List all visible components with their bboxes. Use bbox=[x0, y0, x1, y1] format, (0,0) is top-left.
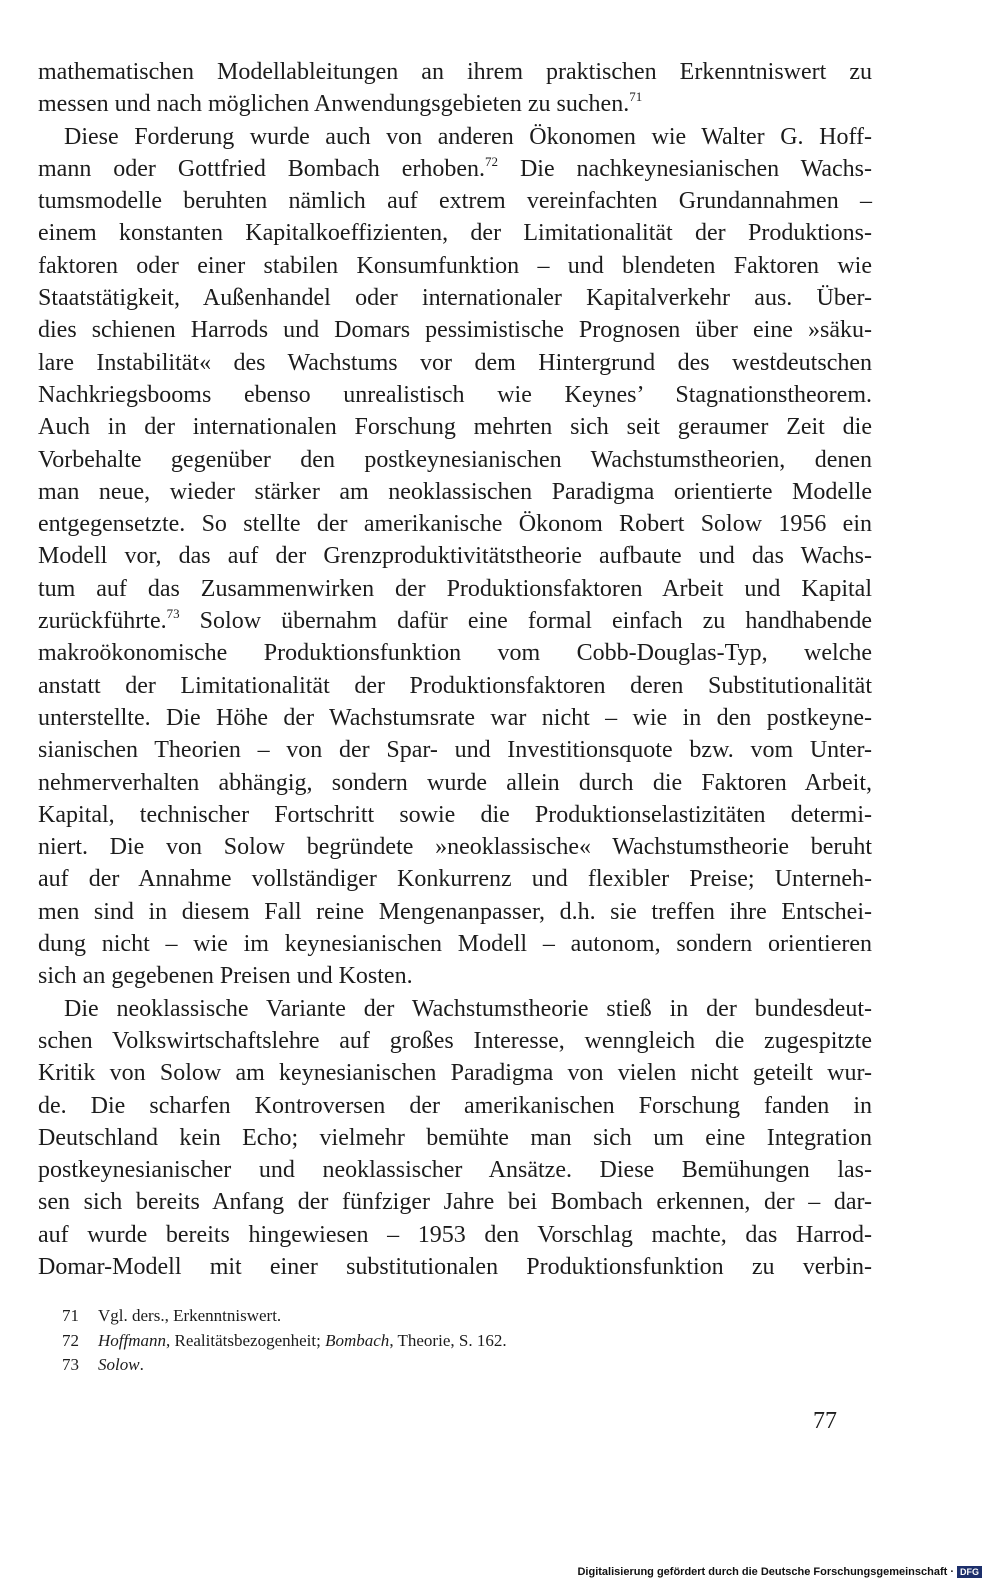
text-run: dung nicht – wie im keynesianischen Modell – autonom, sondern orientieren bbox=[38, 931, 872, 958]
text-run: , Realitätsbezogenheit; bbox=[166, 1330, 326, 1350]
text-line bbox=[38, 1219, 872, 1251]
dfg-logo: DFG bbox=[957, 1566, 982, 1578]
text-run: messen und nach möglichen Anwendungsgebieten zu suchen. bbox=[38, 91, 630, 118]
text-run: Die neoklassische Variante der Wachstumstheorie stieß in der bundesdeut- bbox=[64, 995, 872, 1022]
footnotes bbox=[62, 1304, 862, 1378]
text-run: mann oder Gottfried Bombach erhoben. bbox=[38, 155, 485, 182]
footnote bbox=[62, 1353, 862, 1378]
digitization-credit bbox=[577, 1566, 982, 1578]
text-run: Diese Forderung wurde auch von anderen Ökonomen wie Walter G. Hoff- bbox=[64, 123, 872, 150]
text-line bbox=[38, 282, 872, 314]
text-run: Modell vor, das auf der Grenzproduktivitätstheorie aufbaute und das Wachs- bbox=[38, 543, 872, 570]
footnote-ref: 71 bbox=[629, 89, 643, 105]
text-line bbox=[38, 121, 872, 153]
footnote bbox=[62, 1304, 862, 1329]
text-line bbox=[38, 88, 872, 120]
text-line bbox=[38, 573, 872, 605]
text-line bbox=[38, 379, 872, 411]
text-line bbox=[38, 444, 872, 476]
text-run: nehmerverhalten abhängig, sondern wurde allein durch die Faktoren Arbeit, bbox=[38, 769, 872, 796]
text-line bbox=[38, 831, 872, 863]
text-run: unterstellte. Die Höhe der Wachstumsrate war nicht – wie in den postkeyne- bbox=[38, 704, 872, 731]
text-run: Vorbehalte gegenüber den postkeynesianischen Wachstumstheorien, denen bbox=[38, 446, 872, 473]
text-run: Die nachkeynesianischen Wachs- bbox=[498, 155, 873, 182]
text-run: sen sich bereits Anfang der fünfziger Jahre bei Bombach erkennen, der – dar- bbox=[38, 1189, 872, 1216]
footnote-ref: 72 bbox=[485, 153, 498, 169]
text-run: zurückführte. bbox=[38, 608, 167, 635]
text-line bbox=[38, 508, 872, 540]
text-run: Deutschland kein Echo; vielmehr bemühte man sich um eine Integration bbox=[38, 1124, 872, 1151]
text-run: man neue, wieder stärker am neoklassischen Paradigma orientierte Modelle bbox=[38, 478, 872, 505]
text-run: Bombach bbox=[325, 1330, 390, 1350]
text-run: einem konstanten Kapitalkoeffizienten, der Limitationalität der Produktions- bbox=[38, 220, 872, 247]
text-run: Solow bbox=[98, 1355, 140, 1374]
text-run: lare Instabilität« des Wachstums vor dem Hintergrund des westdeutschen bbox=[38, 349, 872, 376]
text-line bbox=[38, 476, 872, 508]
footnote-number: 72 bbox=[62, 1330, 79, 1350]
text-line bbox=[38, 799, 872, 831]
text-run: Vgl. ders., Erkenntniswert. bbox=[98, 1306, 282, 1325]
text-run: auf der Annahme vollständiger Konkurrenz und flexibler Preise; Unterneh- bbox=[38, 866, 872, 893]
text-line bbox=[38, 1251, 872, 1283]
text-run: , Theorie, S. 162. bbox=[389, 1330, 507, 1350]
text-line bbox=[38, 1090, 872, 1122]
text-line bbox=[38, 250, 872, 282]
text-run: men sind in diesem Fall reine Mengenanpasser, d.h. sie treffen ihre Entschei- bbox=[38, 898, 872, 925]
text-run: anstatt der Limitationalität der Produktionsfaktoren deren Substitutionalität bbox=[38, 672, 872, 699]
text-run: Hoffmann bbox=[98, 1330, 166, 1350]
text-run: . bbox=[139, 1355, 144, 1374]
text-run: entgegensetzte. So stellte der amerikanische Ökonom Robert Solow 1956 ein bbox=[38, 511, 872, 538]
text-line bbox=[38, 896, 872, 928]
text-run: Nachkriegsbooms ebenso unrealistisch wie Keynes’ Stagnationstheorem. bbox=[38, 381, 872, 408]
text-run: Kritik von Solow am keynesianischen Paradigma von vielen nicht geteilt wur- bbox=[38, 1060, 872, 1087]
text-line bbox=[38, 637, 872, 669]
text-run: auf wurde bereits hingewiesen – 1953 den Vorschlag machte, das Harrod- bbox=[38, 1221, 872, 1248]
text-line bbox=[38, 605, 872, 637]
text-line bbox=[38, 1154, 872, 1186]
page-number: 77 bbox=[813, 1408, 837, 1434]
text-line bbox=[38, 540, 872, 572]
text-run: sianischen Theorien – von der Spar- und Investitionsquote bzw. vom Unter- bbox=[38, 737, 872, 764]
text-run: faktoren oder einer stabilen Konsumfunktion – und blendeten Faktoren wie bbox=[38, 252, 872, 279]
text-run: de. Die scharfen Kontroversen der amerikanischen Forschung fanden in bbox=[38, 1092, 872, 1119]
footnote-number: 73 bbox=[62, 1355, 79, 1374]
footnote-number: 71 bbox=[62, 1306, 79, 1325]
text-line bbox=[38, 993, 872, 1025]
text-line bbox=[38, 960, 872, 992]
text-line bbox=[38, 347, 872, 379]
text-line bbox=[38, 1186, 872, 1218]
text-run: tum auf das Zusammenwirken der Produktionsfaktoren Arbeit und Kapital bbox=[38, 575, 872, 602]
text-run: schen Volkswirtschaftslehre auf großes Interesse, wenngleich die zugespitzte bbox=[38, 1027, 872, 1054]
text-run: Auch in der internationalen Forschung mehrten sich seit geraumer Zeit die bbox=[38, 414, 872, 441]
text-run: postkeynesianischer und neoklassischer Ansätze. Diese Bemühungen las- bbox=[38, 1157, 872, 1184]
text-run: sich an gegebenen Preisen und Kosten. bbox=[38, 963, 413, 990]
text-run: Domar-Modell mit einer substitutionalen Produktionsfunktion zu verbin- bbox=[38, 1253, 872, 1280]
text-run: niert. Die von Solow begründete »neoklassische« Wachstumstheorie beruht bbox=[38, 834, 872, 861]
text-line bbox=[38, 1057, 872, 1089]
text-run: dies schienen Harrods und Domars pessimistische Prognosen über eine »säku- bbox=[38, 317, 872, 344]
text-line bbox=[38, 928, 872, 960]
text-line bbox=[38, 702, 872, 734]
text-line bbox=[38, 1025, 872, 1057]
text-run: Staatstätigkeit, Außenhandel oder internationaler Kapitalverkehr aus. Über- bbox=[38, 285, 872, 312]
text-run: Solow übernahm dafür eine formal einfach zu handhabende bbox=[179, 608, 872, 635]
text-run: mathematischen Modellableitungen an ihrem praktischen Erkenntniswert zu bbox=[38, 59, 872, 85]
footnote bbox=[62, 1329, 862, 1354]
text-line bbox=[38, 411, 872, 443]
text-line bbox=[38, 767, 872, 799]
text-line bbox=[38, 185, 872, 217]
body-text bbox=[38, 56, 872, 1283]
credit-text: Digitalisierung gefördert durch die Deutsche Forschungsgemeinschaft · bbox=[577, 1566, 954, 1578]
text-line bbox=[38, 217, 872, 249]
text-line bbox=[38, 153, 872, 185]
footnote-ref: 73 bbox=[166, 606, 180, 622]
text-line bbox=[38, 1122, 872, 1154]
text-line bbox=[38, 314, 872, 346]
text-line bbox=[38, 863, 872, 895]
text-line bbox=[38, 734, 872, 766]
text-run: Kapital, technischer Fortschritt sowie die Produktionselastizitäten determi- bbox=[38, 801, 872, 828]
text-run: tumsmodelle beruhten nämlich auf extrem vereinfachten Grundannahmen – bbox=[38, 188, 872, 215]
text-line bbox=[38, 56, 872, 88]
text-line bbox=[38, 670, 872, 702]
text-run: makroökonomische Produktionsfunktion vom Cobb-Douglas-Typ, welche bbox=[38, 640, 872, 667]
